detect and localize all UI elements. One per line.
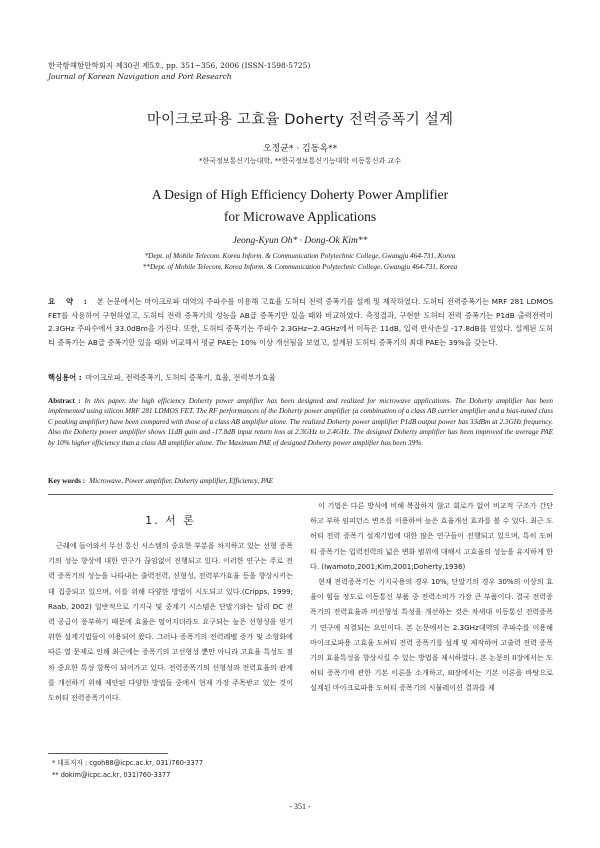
footnotes bbox=[52, 757, 203, 781]
keywords-kr-text: 마이크로파, 전력증폭기, 도허티 증폭기, 효율, 전력부가효율 bbox=[85, 373, 276, 382]
keywords-kr-label: 핵심용어 : bbox=[48, 373, 82, 382]
journal-citation-kr: 한국항해항만학회지 제30권 제5호, pp. 351~356, 2006 (ISSN-1598-5725) bbox=[48, 61, 311, 70]
paper-title-en-line1: A Design of High Efficiency Doherty Power Amplifier bbox=[151, 187, 449, 202]
paper-title-en bbox=[0, 184, 600, 228]
paper-title-en-line2: for Microwave Applications bbox=[223, 209, 377, 224]
body-column-left bbox=[48, 538, 293, 705]
section-heading-introduction: 1. 서 론 bbox=[145, 514, 196, 527]
footnote-coauthor: ** dokim@icpc.ac.kr, 031)760-3377 bbox=[52, 771, 171, 779]
body-paragraph: 이 기법은 다른 방식에 비해 복잡하지 않고 회로가 없어 비교적 구조가 간단하고 부하 임피던스 변조를 이용하여 높은 효율개선 효과를 볼 수 있다. 최근 도허티 전력 증폭기 설계기법에 대한 많은 연구들이 진행되고 있으며, 특히 도허티 증폭기는 입력전력의 넓은 변화 범위에 대해서 고효율의 성능을 유지하게 한다. (Iwamoto,2001;Kim,2001;Doherty,1936) bbox=[310, 501, 553, 571]
footnote-divider bbox=[48, 753, 168, 754]
keywords-en bbox=[48, 477, 553, 485]
abstract-en-label: Abstract : bbox=[48, 397, 81, 405]
keywords-en-text: Microwave, Power amplifier, Doherty amplifier, Efficiency, PAE bbox=[89, 477, 274, 485]
body-column-right bbox=[310, 498, 553, 696]
paper-title-kr: 마이크로파용 고효율 Doherty 전력증폭기 설계 bbox=[146, 112, 454, 128]
abstract-kr-label: 요 약 : bbox=[48, 297, 91, 306]
body-paragraph: 현재 전력증폭기는 기지국용의 경우 10%, 단말기의 경우 30%의 이상의 효율이 힘들 정도로 이동통신 부품 중 전력소비가 가장 큰 부품이다. 결국 전력증폭기의 전력효율과 비선형성 특성을 개선하는 것은 차세대 이동통신 전력증폭기 연구에 직결되는 요인이다. 본 논문에서는 2.3GHz대역의 주파수를 이용해 마이크로파용 고효율 도허티 전력 증폭기를 설계 및 제작하여 고출력 전력 증폭기의 효율특성을 향상시킬 수 있는 방법을 제시하였다. 본 논문의 II장에서는 도허티 증폭기에 관한 기본 이론을 소개하고, III장에서는 기본 이론을 바탕으로 설계된 마이크로파용 도허티 증폭기의 시뮬레이션 결과를 제 bbox=[310, 577, 553, 693]
abstract-en-text: In this paper, the high efficiency Doherty power amplifier has been designed and realized for microwave applications. The Doherty amplifier has been implemented using silicon MRF 281 LDMOS FET. The RF performances of the Doherty power amplifier (a combination of a class AB carrier amplifier and a bias-tuned class C peaking amplifier) have been compared with those of a class AB amplifier alone. The realized Doherty power amplifier P1dB output power has 33dBm at 2.3GHz frequency. Also the Doherty power amplifier shows 11dB gain and -17.8dB input return loss at 2.3GHz to 2.4GHz. The designed Doherty amplifier has been improved the average PAE by 10% higher efficiency than a class AB amplifier alone. The Maximum PAE of designed Doherty power amplifier has been 39%. bbox=[48, 397, 554, 447]
affiliation-en-2: **Dept. of Mobile Telecom. Korea Inform. & Communication Polytechnic College, Gwangju 464-731, Korea bbox=[142, 263, 458, 271]
abstract-kr bbox=[48, 295, 553, 349]
affiliation-en-1: *Dept. of Mobile Telecom. Korea Inform. & Communication Polytechnic College, Gwangju 464-731, Korea bbox=[144, 252, 456, 260]
journal-name-en: Journal of Korean Navigation and Port Research bbox=[48, 72, 232, 81]
authors-kr: 오정균* · 김동옥** bbox=[262, 144, 338, 154]
body-paragraph: 근래에 들어와서 무선 통신 시스템의 중요한 부분을 차지하고 있는 선형 증폭기의 성능 향상에 대한 연구가 끊임없이 진행되고 있다. 이러한 연구는 주로 전력 증폭기의 성능을 나타내는 출력전력, 선형성, 전력부가효율 등을 향상시키는 데 집중되고 있으며, 이를 위해 다양한 방법이 시도되고 있다.(Cripps, 1999; Raab, 2002) 일반적으로 기지국 및 중계기 시스템은 단말기와는 달리 DC 전력 공급이 풍부하기 때문에 효율은 떨어지더라도 요구되는 높은 선형성을 얻기위한 설계기법들이 이용되어 왔다. 그러나 증폭기의 전력레벨 증가 및 소형화에 따른 열 문제로 인해 최근에는 증폭기의 고선형성 뿐만 아니라 고효율 특성도 점차 중요한 특성 항목이 되어가고 있다. 전력증폭기의 선형성과 전력효율의 관계를 개선하기 위해 제안된 다양한 방법들 중에서 현재 가장 주목받고 있는 것이 도허티 전력증폭기이다. bbox=[48, 541, 293, 703]
journal-header bbox=[48, 60, 310, 82]
keywords-kr bbox=[48, 373, 553, 383]
keywords-en-label: Key words : bbox=[48, 477, 86, 485]
footnote-corresponding-author: * 대표저자 : cgoh88@icpc.ac.kr, 031)760-3377 bbox=[52, 759, 204, 767]
affiliation-en bbox=[0, 251, 600, 273]
authors-en: Jeong-Kyun Oh* · Dong-Ok Kim** bbox=[232, 236, 368, 246]
abstract-kr-text: 본 논문에서는 마이크로파 대역의 주파수를 이용해 고효율 도허티 전력 증폭기를 설계 및 제작하였다. 도허티 전력증폭기는 MRF 281 LDMOS FET를 사용하여 구현하였고, 도허티 전력 증폭기의 성능을 AB급 증폭기만 있을 때와 비교하였다. 측정결과, 구현한 도허티 전력 증폭기는 P1dB 출력전력이 2.3GHz 주파수에서 33.0dBm을 가진다. 또한, 도허티 증폭기는 주파수 2.3GHz~2.4GHz에서 이득은 11dB, 입력 반사손실 -17.8dB를 얻었다. 설계된 도허티 증폭기는 AB급 증폭기만 있을 때와 비교해서 평균 PAE는 10% 이상 개선됨을 보였고, 설계된 도허티 증폭기의 최대 PAE는 39%을 갖는다. bbox=[48, 297, 553, 347]
page-number: - 351 - bbox=[289, 802, 311, 811]
abstract-en bbox=[48, 396, 553, 448]
divider bbox=[48, 494, 553, 495]
affiliation-kr: *한국정보통신기능대학, **한국정보통신기능대학 이동통신과 교수 bbox=[199, 157, 401, 165]
